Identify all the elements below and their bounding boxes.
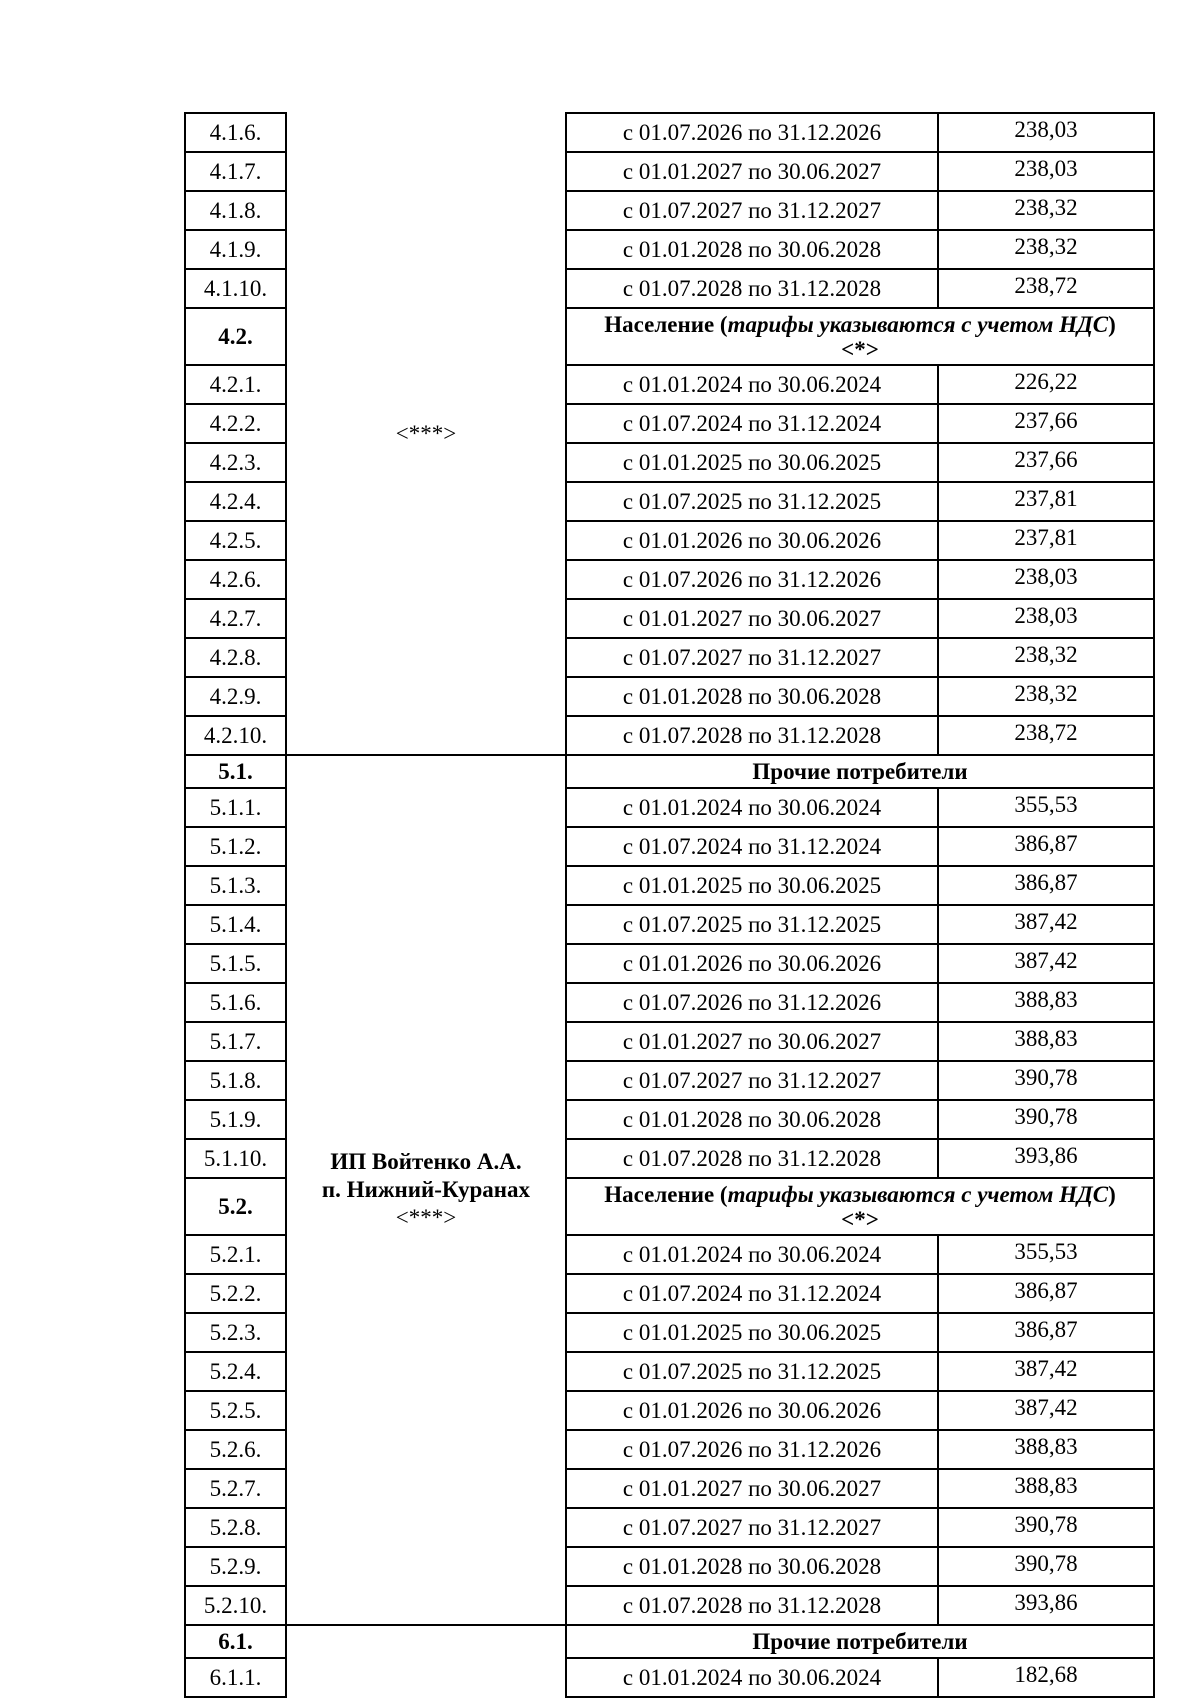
tariff-period: с 01.07.2027 по 31.12.2027 [566,638,938,677]
section-header-row [185,1625,1154,1658]
tariff-period: с 01.01.2025 по 30.06.2025 [566,1313,938,1352]
tariff-period: с 01.07.2028 по 31.12.2028 [566,1586,938,1625]
tariff-period: с 01.01.2026 по 30.06.2026 [566,1391,938,1430]
tariff-value: 387,42 [938,1352,1154,1391]
row-number: 5.2.10. [185,1586,286,1625]
row-number: 4.2.5. [185,521,286,560]
heading-footnote-mark: <*> [841,1206,879,1232]
row-number: 6.1.1. [185,1658,286,1697]
row-number: 4.2.9. [185,677,286,716]
tariff-value: 238,03 [938,113,1154,152]
tariff-value: 393,86 [938,1139,1154,1178]
tariff-value: 387,42 [938,944,1154,983]
tariff-period: с 01.07.2028 по 31.12.2028 [566,269,938,308]
tariff-value: 386,87 [938,827,1154,866]
row-number: 5.2.1. [185,1235,286,1274]
row-number: 5.2.6. [185,1430,286,1469]
heading-text: Население ( [604,311,728,337]
tariff-period: с 01.01.2026 по 30.06.2026 [566,521,938,560]
tariff-value: 388,83 [938,983,1154,1022]
tariff-value: 390,78 [938,1508,1154,1547]
row-number: 4.2.4. [185,482,286,521]
tariff-value: 182,68 [938,1658,1154,1697]
row-number: 5.2.9. [185,1547,286,1586]
tariff-value: 390,78 [938,1100,1154,1139]
row-number: 5.1.9. [185,1100,286,1139]
tariff-value: 238,03 [938,152,1154,191]
section-header-row [185,755,1154,788]
row-number: 5.1.1. [185,788,286,827]
tariff-period: с 01.01.2027 по 30.06.2027 [566,1022,938,1061]
heading-italic-note: тарифы указываются с учетом НДС [727,311,1109,337]
tariff-period: с 01.01.2028 по 30.06.2028 [566,1100,938,1139]
row-number: 5.2.5. [185,1391,286,1430]
row-number: 5.1.7. [185,1022,286,1061]
tariff-period: с 01.07.2025 по 31.12.2025 [566,482,938,521]
consumer-category-heading: Прочие потребители [566,755,1154,788]
organization-cell [286,1625,566,1697]
row-number: 4.2.8. [185,638,286,677]
tariff-period: с 01.07.2028 по 31.12.2028 [566,716,938,755]
tariff-period: с 01.07.2025 по 31.12.2025 [566,1352,938,1391]
tariff-period: с 01.01.2025 по 30.06.2025 [566,866,938,905]
row-number: 5.2.7. [185,1469,286,1508]
tariff-period: с 01.01.2027 по 30.06.2027 [566,599,938,638]
tariff-period: с 01.01.2028 по 30.06.2028 [566,1547,938,1586]
tariff-period: с 01.01.2028 по 30.06.2028 [566,677,938,716]
tariff-value: 388,83 [938,1022,1154,1061]
tariff-period: с 01.01.2024 по 30.06.2024 [566,788,938,827]
tariff-value: 388,83 [938,1469,1154,1508]
row-number: 4.2.3. [185,443,286,482]
tariff-period: с 01.01.2024 по 30.06.2024 [566,365,938,404]
heading-text: Население ( [604,1181,728,1207]
row-number: 4.2.10. [185,716,286,755]
tariff-value: 237,66 [938,443,1154,482]
organization-cell [286,755,566,1625]
tariff-value: 393,86 [938,1586,1154,1625]
row-number: 5.1.10. [185,1139,286,1178]
row-number: 4.1.8. [185,191,286,230]
row-number: 4.1.9. [185,230,286,269]
row-number: 4.1.7. [185,152,286,191]
tariff-period: с 01.01.2028 по 30.06.2028 [566,230,938,269]
tariff-value: 355,53 [938,1235,1154,1274]
tariff-value: 387,42 [938,1391,1154,1430]
tariff-period: с 01.07.2026 по 31.12.2026 [566,1430,938,1469]
tariff-period: с 01.01.2024 по 30.06.2024 [566,1235,938,1274]
row-number: 6.1. [185,1625,286,1658]
row-number: 5.1.4. [185,905,286,944]
tariff-value: 238,03 [938,599,1154,638]
tariff-value: 237,66 [938,404,1154,443]
consumer-category-heading [566,1178,1154,1235]
tariff-period: с 01.01.2027 по 30.06.2027 [566,1469,938,1508]
tariff-value: 238,32 [938,230,1154,269]
tariff-value: 238,32 [938,191,1154,230]
tariff-period: с 01.01.2024 по 30.06.2024 [566,1658,938,1697]
tariff-value: 237,81 [938,521,1154,560]
tariff-period: с 01.07.2027 по 31.12.2027 [566,191,938,230]
tariff-period: с 01.07.2026 по 31.12.2026 [566,983,938,1022]
tariff-value: 238,32 [938,638,1154,677]
tariff-value: 238,72 [938,269,1154,308]
row-number: 5.1.3. [185,866,286,905]
row-number: 4.2.1. [185,365,286,404]
tariff-period: с 01.01.2027 по 30.06.2027 [566,152,938,191]
heading-text-close: ) [1108,1181,1116,1207]
tariff-value: 237,81 [938,482,1154,521]
heading-italic-note: тарифы указываются с учетом НДС [727,1181,1109,1207]
tariff-period: с 01.07.2025 по 31.12.2025 [566,905,938,944]
tariff-value: 390,78 [938,1061,1154,1100]
row-number: 4.2.2. [185,404,286,443]
row-number: 4.2.6. [185,560,286,599]
tariff-value: 238,72 [938,716,1154,755]
row-number: 4.1.10. [185,269,286,308]
tariff-period: с 01.07.2027 по 31.12.2027 [566,1061,938,1100]
tariff-period: с 01.07.2026 по 31.12.2026 [566,113,938,152]
row-number: 5.1. [185,755,286,788]
tariff-value: 386,87 [938,1274,1154,1313]
row-number: 5.1.2. [185,827,286,866]
organization-name-line: п. Нижний-Куранах [321,1177,531,1202]
tariff-row [185,113,1154,152]
tariff-period: с 01.07.2024 по 31.12.2024 [566,404,938,443]
tariff-period: с 01.07.2026 по 31.12.2026 [566,560,938,599]
tariff-value: 388,83 [938,1430,1154,1469]
tariff-value: 238,32 [938,677,1154,716]
row-number: 5.1.5. [185,944,286,983]
tariff-value: 238,03 [938,560,1154,599]
row-number: 4.1.6. [185,113,286,152]
row-number: 5.1.8. [185,1061,286,1100]
tariff-value: 386,87 [938,1313,1154,1352]
tariff-value: 226,22 [938,365,1154,404]
consumer-category-heading: Прочие потребители [566,1625,1154,1658]
heading-footnote-mark: <*> [841,336,879,362]
tariff-period: с 01.01.2025 по 30.06.2025 [566,443,938,482]
organization-cell [286,113,566,755]
tariff-period: с 01.07.2028 по 31.12.2028 [566,1139,938,1178]
organization-footnote-mark: <***> [395,1205,457,1230]
heading-text-close: ) [1108,311,1116,337]
tariff-value: 386,87 [938,866,1154,905]
organization-footnote-mark: <***> [395,420,457,446]
tariff-table [184,112,1155,1698]
row-number: 5.2.8. [185,1508,286,1547]
row-number: 5.2. [185,1178,286,1235]
tariff-period: с 01.07.2024 по 31.12.2024 [566,827,938,866]
row-number: 5.2.2. [185,1274,286,1313]
organization-name-line: ИП Войтенко А.А. [330,1149,522,1174]
tariff-period: с 01.01.2026 по 30.06.2026 [566,944,938,983]
row-number: 5.2.4. [185,1352,286,1391]
tariff-period: с 01.07.2027 по 31.12.2027 [566,1508,938,1547]
tariff-period: с 01.07.2024 по 31.12.2024 [566,1274,938,1313]
tariff-value: 355,53 [938,788,1154,827]
row-number: 5.1.6. [185,983,286,1022]
row-number: 5.2.3. [185,1313,286,1352]
consumer-category-heading [566,308,1154,365]
tariff-value: 387,42 [938,905,1154,944]
tariff-value: 390,78 [938,1547,1154,1586]
row-number: 4.2. [185,308,286,365]
row-number: 4.2.7. [185,599,286,638]
